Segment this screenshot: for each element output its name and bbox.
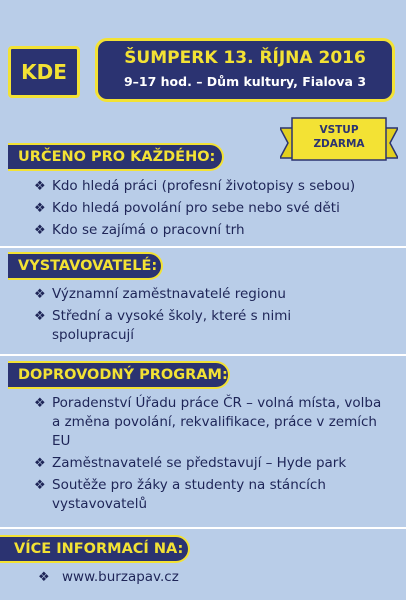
- section-heading-text: VÍCE INFORMACÍ NA:: [14, 541, 184, 557]
- free-entry-ribbon: [280, 114, 398, 170]
- list-item: [34, 199, 396, 218]
- program-list: [34, 394, 386, 517]
- diamond-bullet-icon: ❖: [34, 201, 46, 216]
- list-item-text: Soutěže pro žáky a studenty na stáncích vystavovatelů: [52, 477, 326, 512]
- section-heading-text: URČENO PRO KAŽDÉHO:: [18, 149, 216, 165]
- section-divider: [0, 246, 406, 248]
- more-info-list: [38, 568, 338, 590]
- diamond-bullet-icon: ❖: [34, 179, 46, 194]
- section-heading-more-info: [0, 535, 190, 563]
- list-item: [34, 394, 386, 451]
- list-item: [34, 285, 334, 304]
- diamond-bullet-icon: ❖: [34, 223, 46, 238]
- section-heading-program: [8, 361, 230, 389]
- section-heading-text: VYSTAVOVATELÉ:: [18, 258, 158, 274]
- ribbon-text: [280, 123, 398, 151]
- ribbon-line-1: VSTUP: [319, 124, 359, 136]
- kde-label: KDE: [21, 60, 67, 84]
- section-heading-exhibitors: [8, 252, 163, 280]
- section-divider: [0, 354, 406, 356]
- event-title: ŠUMPERK 13. ŘÍJNA 2016: [124, 48, 366, 68]
- section-heading-text: DOPROVODNÝ PROGRAM:: [18, 367, 228, 383]
- exhibitors-list: [34, 285, 334, 348]
- list-item-text: Kdo se zajímá o pracovní trh: [52, 222, 245, 238]
- list-item: [34, 177, 396, 196]
- list-item-text: Střední a vysoké školy, které s nimi spolupracují: [52, 308, 292, 343]
- section-heading-for-everyone: [8, 143, 224, 171]
- diamond-bullet-icon: ❖: [34, 287, 46, 302]
- list-item-text: Poradenství Úřadu práce ČR – volná místa, volba a změna povolání, rekvalifikace, práce v zemích EU: [52, 395, 382, 449]
- diamond-bullet-icon: ❖: [34, 396, 46, 411]
- kde-label-box: [8, 46, 80, 98]
- list-item: [34, 476, 386, 514]
- event-subtitle: 9–17 hod. – Dům kultury, Fialova 3: [123, 74, 367, 89]
- list-item-text: Kdo hledá práci (profesní životopisy s sebou): [52, 178, 356, 194]
- diamond-bullet-icon: ❖: [38, 570, 50, 585]
- list-item-text: Kdo hledá povolání pro sebe nebo své děti: [52, 200, 340, 216]
- website-link[interactable]: www.burzapav.cz: [62, 569, 179, 585]
- ribbon-line-2: ZDARMA: [313, 138, 365, 150]
- section-divider: [0, 527, 406, 529]
- for-everyone-list: [34, 177, 396, 243]
- list-item-text: Významní zaměstnavatelé regionu: [52, 286, 286, 302]
- diamond-bullet-icon: ❖: [34, 456, 46, 471]
- list-item-text: Zaměstnavatelé se představují – Hyde park: [52, 455, 347, 471]
- list-item: [34, 307, 334, 345]
- list-item: [38, 568, 338, 587]
- list-item: [34, 221, 396, 240]
- diamond-bullet-icon: ❖: [34, 478, 46, 493]
- list-item: [34, 454, 386, 473]
- diamond-bullet-icon: ❖: [34, 309, 46, 324]
- event-location-box: [95, 38, 395, 102]
